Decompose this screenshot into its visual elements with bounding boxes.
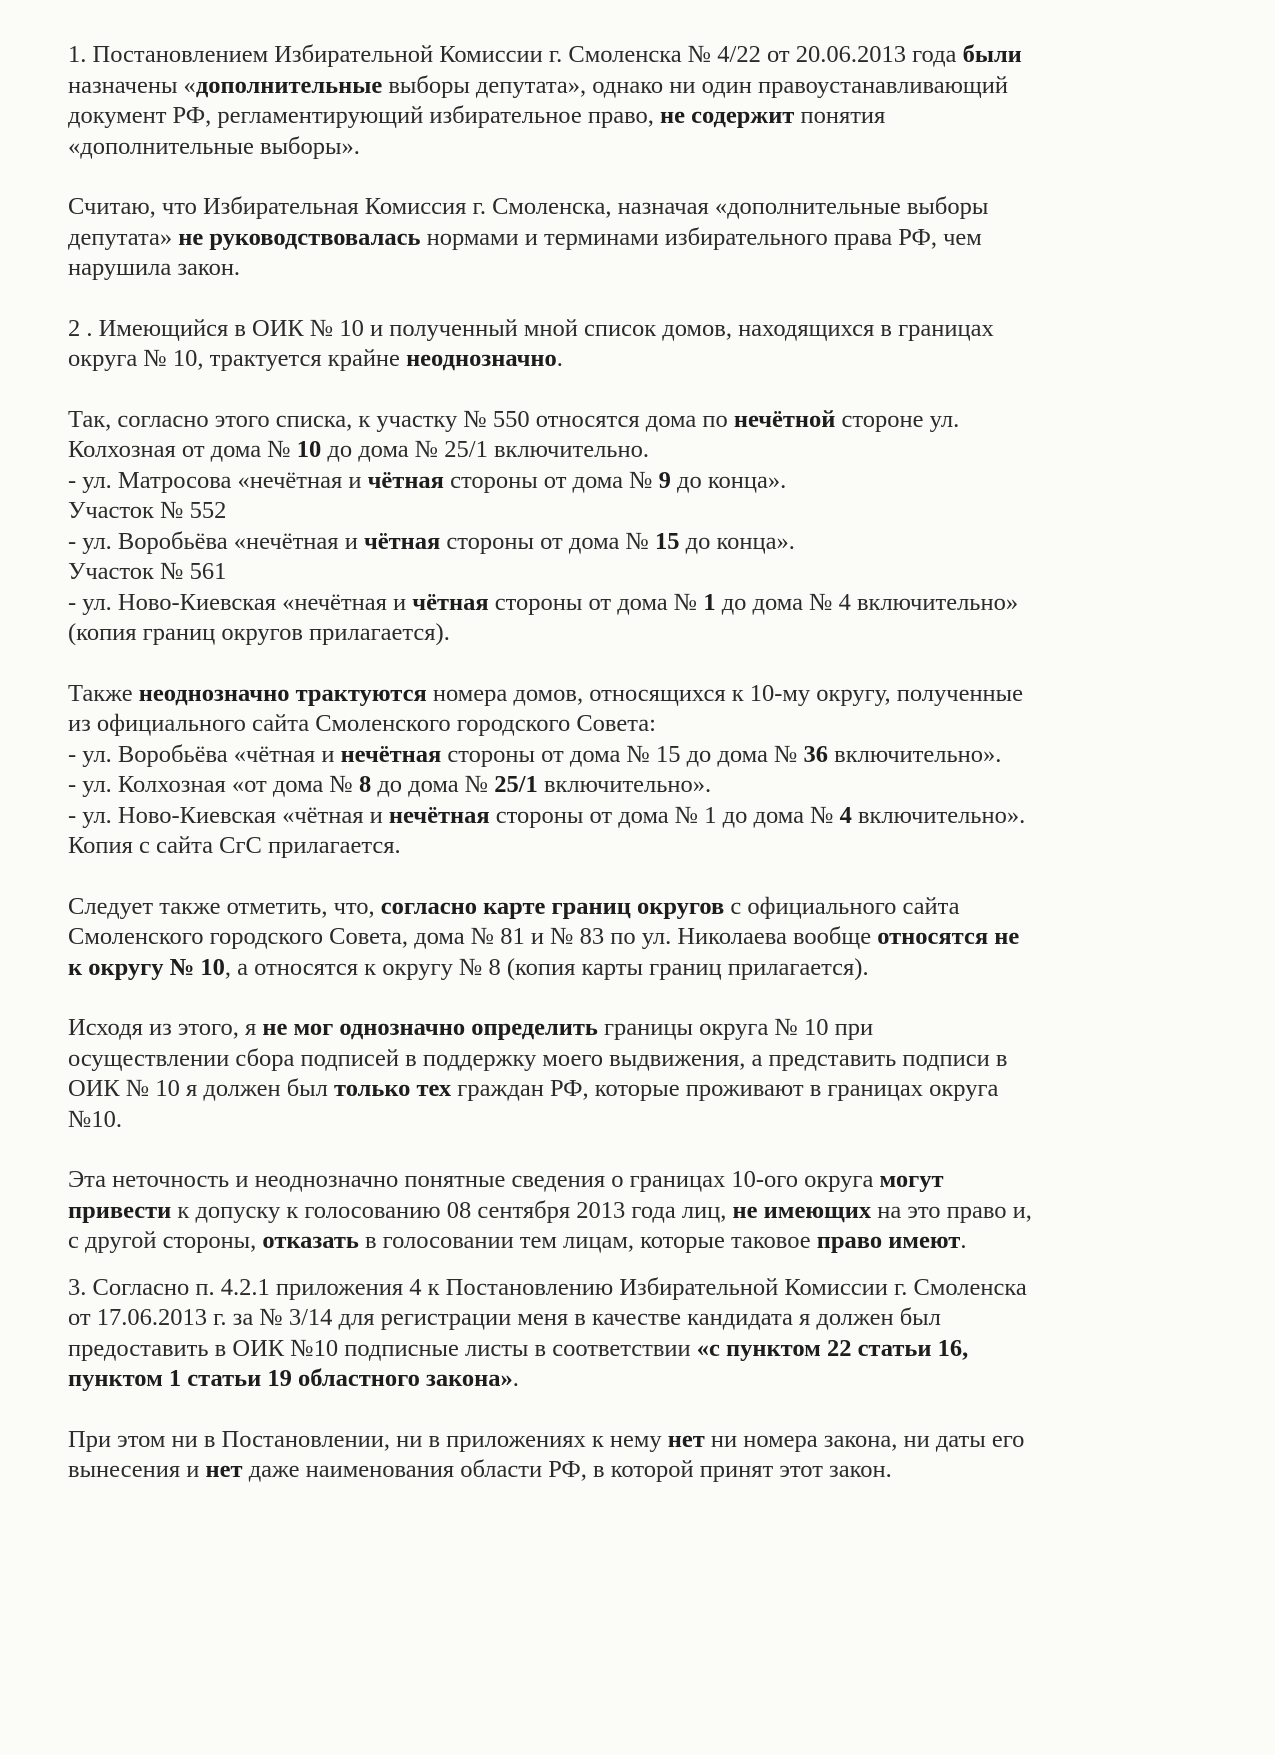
bold-text: 1: [703, 588, 716, 616]
text-run: Исходя из этого, я: [68, 1014, 263, 1041]
text-run: стороны от дома №: [440, 527, 655, 555]
text-line: [68, 922, 1228, 953]
text-line: [68, 1196, 1228, 1227]
text-line: [68, 1273, 1228, 1304]
paragraph: [68, 1165, 1228, 1257]
text-run: предоставить в ОИК №10 подписные листы в соответствии: [68, 1334, 697, 1362]
text-line: [68, 314, 1228, 345]
bold-text: 8: [358, 771, 372, 798]
text-run: на это право и,: [871, 1196, 1032, 1224]
bold-text: чётная: [363, 527, 441, 555]
text-run: Следует также отметить, что,: [68, 892, 381, 920]
bold-text: чётная: [367, 466, 444, 494]
bold-text: нечётная: [388, 801, 490, 829]
bold-text: нечётной: [733, 405, 836, 433]
text-run: .: [556, 345, 563, 372]
text-run: с официального сайта: [724, 892, 960, 920]
text-run: - ул. Матросова «нечётная и: [68, 466, 368, 494]
text-run: ни номера закона, ни даты его: [704, 1425, 1025, 1453]
text-line: [68, 679, 1228, 710]
text-line: [68, 557, 1228, 588]
bold-text: нет: [205, 1456, 243, 1483]
text-run: .: [512, 1365, 519, 1392]
text-line: [68, 466, 1228, 497]
text-line: [68, 1165, 1228, 1196]
text-run: - ул. Ново-Киевская «чётная и: [68, 801, 389, 829]
text-run: в голосовании тем лицам, которые таковое: [358, 1227, 817, 1254]
text-line: [68, 223, 1228, 254]
text-run: выборы депутата», однако ни один правоустанавливающий: [382, 71, 1009, 99]
text-run: до дома №: [371, 771, 495, 798]
text-line: [68, 435, 1228, 466]
text-run: Смоленского городского Совета, дома № 81 и № 83 по ул. Николаева вообще: [68, 923, 878, 950]
text-line: [68, 740, 1228, 771]
text-run: нарушила закон.: [68, 254, 241, 281]
text-run: депутата»: [68, 223, 179, 251]
text-run: - ул. Воробьёва «чётная и: [68, 740, 341, 768]
paragraph-gap: [68, 162, 1228, 192]
bold-text: не мог однозначно определить: [262, 1014, 598, 1041]
text-run: Считаю, что Избирательная Комиссия г. Смоленска, назначая «дополнительные выборы: [68, 193, 989, 220]
paragraph: [68, 1273, 1228, 1395]
text-line: [68, 1105, 1228, 1136]
bold-text: «с пунктом 22 статьи 16,: [696, 1334, 969, 1362]
text-line: [68, 1226, 1228, 1257]
bold-text: привести: [68, 1196, 172, 1224]
text-run: стороне ул.: [835, 405, 960, 433]
text-line: [68, 588, 1228, 619]
paragraph-gap: [68, 983, 1228, 1013]
text-line: [68, 132, 1228, 163]
bold-text: неоднозначно: [406, 345, 557, 372]
text-line: [68, 253, 1228, 284]
bold-text: право имеют: [816, 1227, 961, 1254]
paragraph: [68, 892, 1228, 984]
text-run: .: [960, 1227, 967, 1254]
text-run: граждан РФ, которые проживают в границах округа: [451, 1075, 999, 1102]
paragraph: [68, 405, 1228, 649]
text-run: Участок № 561: [68, 558, 227, 585]
text-line: [68, 344, 1228, 375]
text-line: [68, 1074, 1228, 1105]
paragraph-gap: [68, 1395, 1228, 1425]
text-run: Копия с сайта СгС прилагается.: [68, 832, 401, 859]
text-line: [68, 709, 1228, 740]
text-run: даже наименования области РФ, в которой принят этот закон.: [242, 1456, 892, 1483]
text-line: [68, 527, 1228, 558]
bold-text: нечётная: [340, 740, 442, 768]
text-run: Участок № 552: [68, 497, 227, 524]
text-line: [68, 801, 1228, 832]
paragraph-gap: [68, 375, 1228, 405]
text-line: [68, 618, 1228, 649]
paragraph-gap: [68, 284, 1228, 314]
text-run: назначены «: [68, 71, 196, 99]
text-run: осуществлении сбора подписей в поддержку моего выдвижения, а представить подписи в: [68, 1044, 1008, 1072]
bold-text: были: [962, 41, 1022, 68]
text-run: округа № 10, трактуется крайне: [68, 345, 407, 372]
paragraph: [68, 1013, 1228, 1135]
text-line: [68, 831, 1228, 862]
text-run: стороны от дома №: [488, 588, 704, 616]
text-run: включительно».: [851, 801, 1026, 829]
text-run: 3. Согласно п. 4.2.1 приложения 4 к Постановлению Избирательной Комиссии г. Смоленска: [68, 1273, 1027, 1301]
text-run: из официального сайта Смоленского городского Совета:: [68, 710, 656, 737]
text-line: [68, 71, 1228, 102]
text-run: стороны от дома № 15 до дома №: [441, 740, 804, 768]
text-run: При этом ни в Постановлении, ни в приложениях к нему: [68, 1425, 668, 1453]
paragraph-gap: [68, 1257, 1228, 1273]
bold-text: неоднозначно трактуются: [138, 679, 427, 707]
text-run: 2 . Имеющийся в ОИК № 10 и полученный мной список домов, находящихся в границах: [68, 314, 994, 342]
bold-text: к округу № 10: [68, 953, 225, 981]
text-run: границы округа № 10 при: [597, 1014, 874, 1041]
text-line: [68, 496, 1228, 527]
bold-text: отказать: [262, 1227, 359, 1254]
text-line: [68, 1364, 1228, 1395]
bold-text: только тех: [333, 1075, 452, 1102]
text-line: [68, 770, 1228, 801]
text-line: [68, 1044, 1228, 1075]
bold-text: 15: [654, 527, 680, 555]
text-run: до конца».: [679, 527, 795, 555]
text-run: - ул. Ново-Киевская «нечётная и: [68, 588, 413, 616]
bold-text: 10: [296, 436, 322, 463]
text-run: с другой стороны,: [68, 1227, 263, 1254]
bold-text: нет: [667, 1425, 705, 1453]
bold-text: относятся не: [877, 923, 1020, 950]
text-run: стороны от дома № 1 до дома №: [489, 801, 840, 829]
document-page: [68, 40, 1228, 1486]
text-line: [68, 405, 1228, 436]
text-run: вынесения и: [68, 1456, 206, 1483]
text-run: до дома № 25/1 включительно.: [321, 436, 649, 463]
paragraph-gap: [68, 649, 1228, 679]
bold-text: 9: [658, 466, 671, 494]
text-line: [68, 101, 1228, 132]
text-run: до конца».: [670, 466, 787, 494]
bold-text: не содержит: [660, 102, 795, 129]
bold-text: 36: [803, 740, 829, 768]
bold-text: не имеющих: [732, 1196, 872, 1224]
text-run: номера домов, относящихся к 10-му округу, полученные: [426, 679, 1024, 707]
paragraph-gap: [68, 1135, 1228, 1165]
text-run: стороны от дома №: [443, 466, 659, 494]
text-run: от 17.06.2013 г. за № 3/14 для регистрации меня в качестве кандидата я должен был: [68, 1304, 941, 1331]
bold-text: пунктом 1 статьи 19 областного закона»: [68, 1365, 513, 1392]
bold-text: чётная: [412, 588, 489, 616]
text-line: [68, 1455, 1228, 1486]
bold-text: дополнительные: [195, 71, 383, 99]
paragraph: [68, 40, 1228, 162]
text-line: [68, 1303, 1228, 1334]
text-run: Колхозная от дома №: [68, 436, 297, 463]
bold-text: не руководствовалась: [178, 223, 421, 251]
text-run: включительно».: [537, 771, 712, 798]
paragraph: [68, 314, 1228, 375]
text-run: - ул. Воробьёва «нечётная и: [68, 527, 364, 555]
text-line: [68, 40, 1228, 71]
text-run: ОИК № 10 я должен был: [68, 1075, 334, 1102]
text-run: 1. Постановлением Избирательной Комиссии г. Смоленска № 4/22 от 20.06.2013 года: [68, 41, 963, 68]
bold-text: 4: [839, 801, 852, 829]
text-run: Эта неточность и неоднозначно понятные сведения о границах 10-ого округа: [68, 1166, 880, 1193]
text-run: документ РФ, регламентирующий избирательное право,: [68, 102, 660, 129]
paragraph: [68, 192, 1228, 284]
text-line: [68, 892, 1228, 923]
text-run: Также: [68, 679, 139, 707]
text-line: [68, 1425, 1228, 1456]
text-run: понятия: [794, 102, 886, 129]
text-line: [68, 1013, 1228, 1044]
paragraph: [68, 679, 1228, 862]
paragraph-gap: [68, 862, 1228, 892]
text-run: до дома № 4 включительно»: [715, 588, 1019, 616]
text-run: №10.: [68, 1105, 123, 1133]
text-run: - ул. Колхозная «от дома №: [68, 771, 359, 798]
text-run: Так, согласно этого списка, к участку № 550 относятся дома по: [68, 405, 734, 433]
text-run: к допуску к голосованию 08 сентября 2013 года лиц,: [171, 1196, 733, 1224]
bold-text: согласно карте границ округов: [380, 892, 725, 920]
text-run: «дополнительные выборы».: [68, 132, 360, 160]
bold-text: могут: [879, 1166, 944, 1193]
text-run: (копия границ округов прилагается).: [68, 619, 450, 646]
paragraph: [68, 1425, 1228, 1486]
text-run: , а относятся к округу № 8 (копия карты границ прилагается).: [224, 953, 869, 981]
text-line: [68, 953, 1228, 984]
text-line: [68, 1334, 1228, 1365]
text-line: [68, 192, 1228, 223]
text-run: нормами и терминами избирательного права РФ, чем: [420, 223, 982, 251]
text-run: включительно».: [828, 740, 1002, 768]
bold-text: 25/1: [494, 771, 538, 798]
